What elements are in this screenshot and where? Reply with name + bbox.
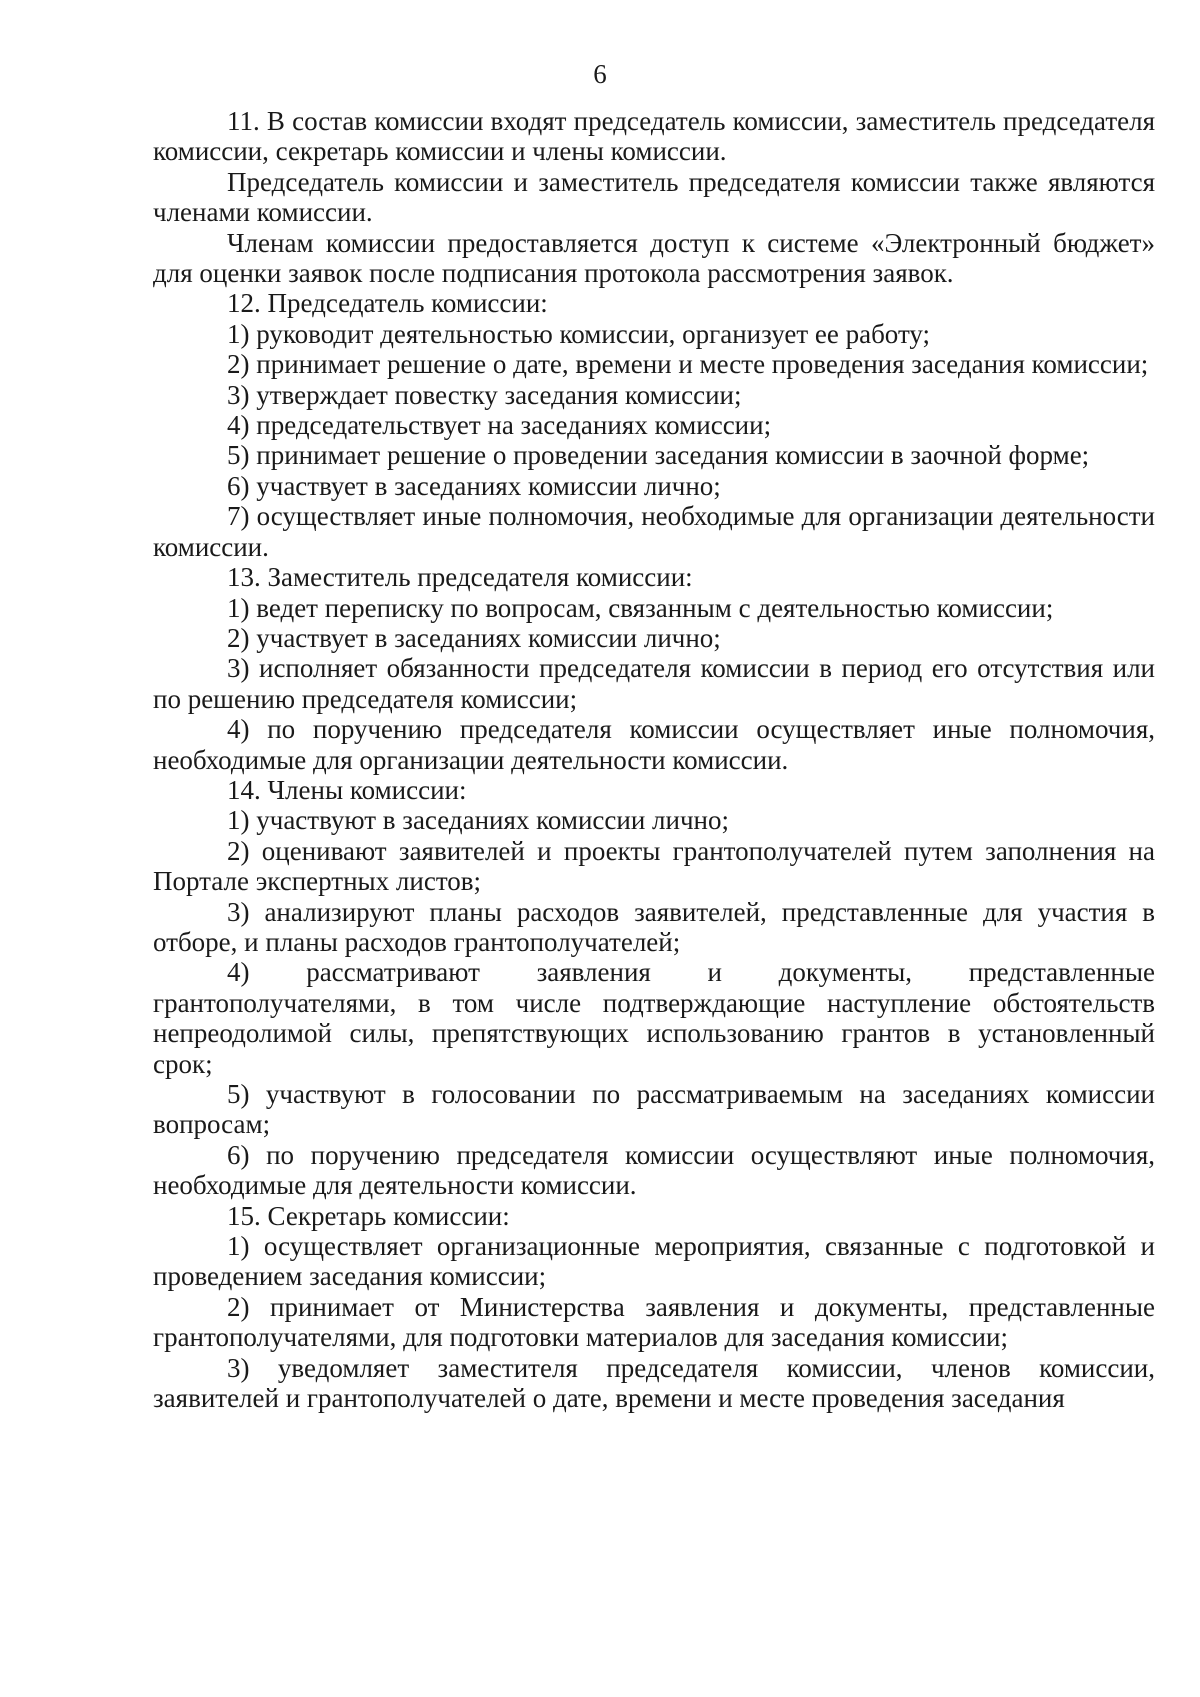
list-item: 7) осуществляет иные полномочия, необходимые для организации деятельности комиссии.: [153, 501, 1155, 562]
section-15-heading: 15. Секретарь комиссии:: [227, 1200, 510, 1231]
list-item: 3) анализируют планы расходов заявителей, представленные для участия в отборе, и планы расходов грантополучателей;: [153, 896, 1155, 957]
list-item: 4) председательствует на заседаниях комиссии;: [227, 410, 772, 441]
list-item: 6) по поручению председателя комиссии осуществляют иные полномочия, необходимые для деятельности комиссии.: [153, 1139, 1155, 1201]
document-body: [153, 106, 1155, 1413]
list-item: 1) руководит деятельностью комиссии, организует ее работу;: [227, 318, 931, 349]
list-item: 3) исполняет обязанности председателя комиссии в период его отсутствия или по решению председателя комиссии;: [153, 653, 1155, 714]
section-12-heading: 12. Председатель комиссии:: [227, 288, 548, 319]
list-item: 2) принимает от Министерства заявления и документы, представленные грантополучателями, для подготовки материалов для заседания комиссии;: [153, 1291, 1155, 1353]
page-number: 6: [593, 59, 607, 89]
list-item: 6) участвует в заседаниях комиссии лично;: [227, 470, 721, 501]
list-item: 1) участвуют в заседаниях комиссии лично;: [227, 805, 729, 836]
list-item: 2) принимает решение о дате, времени и месте проведения заседания комиссии;: [227, 349, 1149, 380]
list-item: 2) оценивают заявителей и проекты грантополучателей путем заполнения на Портале экспертных листов;: [153, 835, 1155, 897]
paragraph-11: 11. В состав комиссии входят председатель комиссии, заместитель председателя комиссии, секретарь комиссии и члены комиссии.: [153, 106, 1155, 167]
list-item: 1) ведет переписку по вопросам, связанным с деятельностью комиссии;: [227, 592, 1054, 623]
list-item: 5) принимает решение о проведении заседания комиссии в заочной форме;: [227, 440, 1090, 471]
section-14-heading: 14. Члены комиссии:: [227, 774, 467, 805]
list-item: 4) рассматривают заявления и документы, представленные грантополучателями, в том числе подтверждающие наступление обстоятельств непреодолимой силы, препятствующих использованию грантов в установленный срок;: [153, 957, 1155, 1079]
list-item: 2) участвует в заседаниях комиссии лично;: [227, 622, 721, 653]
paragraph-electronic-budget: Членам комиссии предоставляется доступ к системе «Электронный бюджет» для оценки заявок после подписания протокола рассмотрения заявок.: [153, 227, 1155, 289]
list-item: 3) уведомляет заместителя председателя комиссии, членов комиссии, заявителей и грантополучателей о дате, времени и месте проведения заседания: [153, 1352, 1155, 1414]
list-item: 1) осуществляет организационные мероприятия, связанные с подготовкой и проведением заседания комиссии;: [153, 1231, 1155, 1292]
list-item: 3) утверждает повестку заседания комиссии;: [227, 379, 742, 410]
paragraph-chairman-members: Председатель комиссии и заместитель председателя комиссии также являются членами комиссии.: [153, 166, 1155, 228]
list-item: 5) участвуют в голосовании по рассматриваемым на заседаниях комиссии вопросам;: [153, 1079, 1155, 1140]
section-13-heading: 13. Заместитель председателя комиссии:: [227, 562, 693, 593]
list-item: 4) по поручению председателя комиссии осуществляет иные полномочия, необходимые для организации деятельности комиссии.: [153, 714, 1155, 775]
